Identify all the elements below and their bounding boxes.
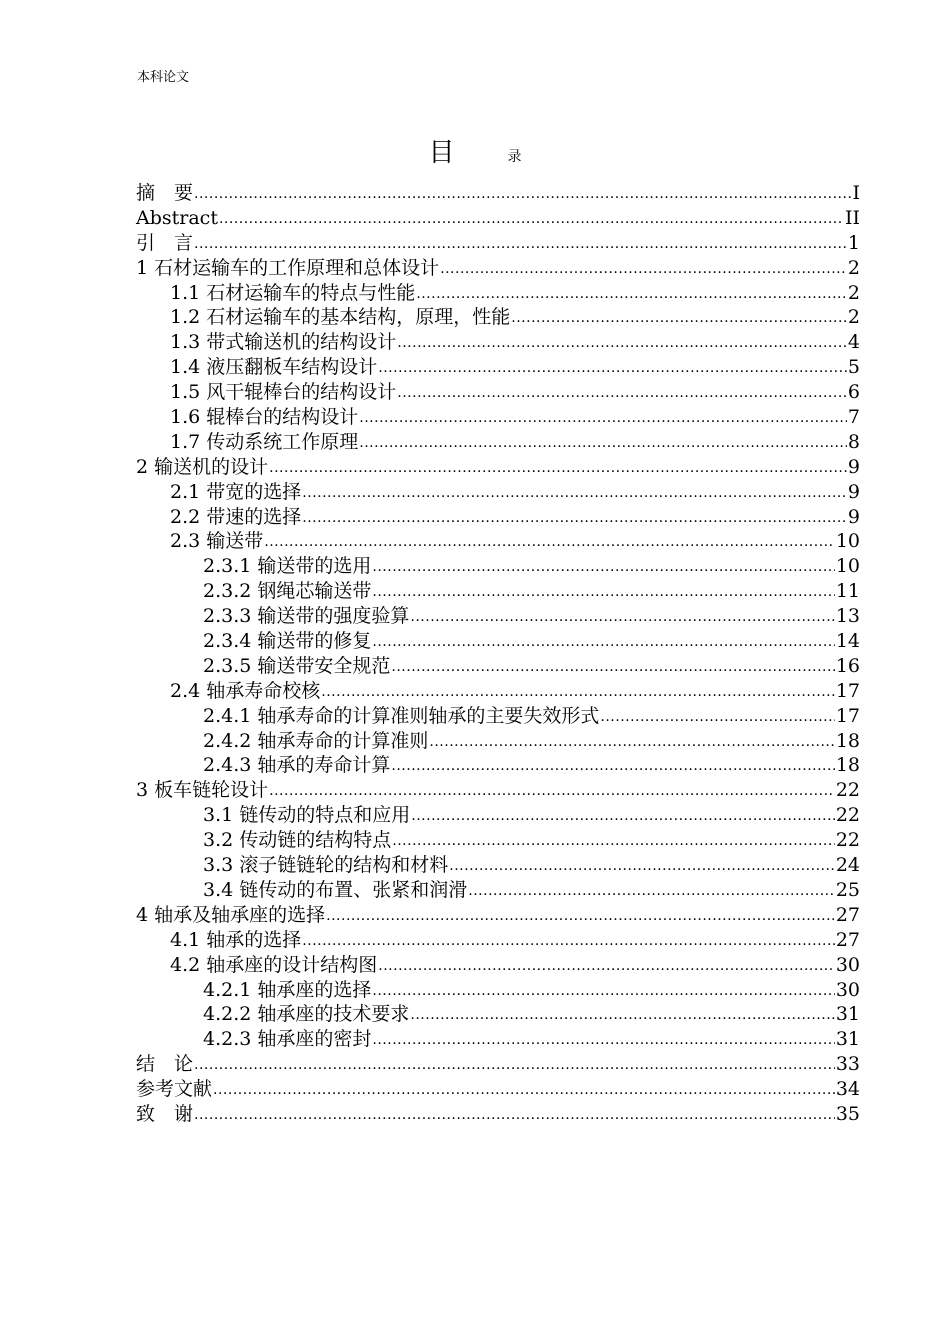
toc-entry-page: 31 xyxy=(835,1028,860,1051)
toc-leader-dots xyxy=(302,927,835,954)
toc-entry-page: 27 xyxy=(835,903,860,926)
toc-entry-label: 3 板车链轮设计 xyxy=(136,779,269,802)
toc-leader-dots xyxy=(359,404,847,431)
toc-entry-label: 引 言 xyxy=(136,231,194,254)
toc-entry[interactable] xyxy=(136,903,860,928)
toc-entry-label: 4 轴承及轴承座的选择 xyxy=(136,903,326,926)
toc-leader-dots xyxy=(321,678,835,705)
toc-entry[interactable] xyxy=(136,480,860,505)
toc-leader-dots xyxy=(378,354,847,381)
toc-entry-label: 摘 要 xyxy=(136,182,194,204)
toc-leader-dots xyxy=(219,205,844,232)
toc-entry-page: 25 xyxy=(835,878,860,901)
toc-entry-page: 14 xyxy=(835,630,860,653)
toc-entry-page: 9 xyxy=(847,505,860,528)
toc-entry[interactable] xyxy=(136,330,860,355)
toc-entry-page: II xyxy=(844,206,860,229)
toc-leader-dots xyxy=(194,230,847,257)
toc-leader-dots xyxy=(511,304,847,331)
toc-leader-dots xyxy=(372,628,834,655)
toc-entry-page: 9 xyxy=(847,455,860,478)
toc-entry[interactable] xyxy=(136,1002,860,1027)
toc-leader-dots xyxy=(410,603,834,630)
toc-entry-label: 4.1 轴承的选择 xyxy=(170,928,302,951)
toc-entry[interactable] xyxy=(136,181,860,206)
toc-entry-page: 34 xyxy=(835,1078,860,1101)
toc-entry-page: 22 xyxy=(835,779,860,802)
toc-leader-dots xyxy=(372,553,834,580)
toc-entry[interactable] xyxy=(136,1102,860,1127)
toc-entry-label: 1.1 石材运输车的特点与性能 xyxy=(170,281,416,304)
toc-entry-label: 2.4.2 轴承寿命的计算准则 xyxy=(203,729,429,752)
toc-entry-label: 2.4 轴承寿命校核 xyxy=(170,679,321,702)
toc-leader-dots xyxy=(397,329,847,356)
toc-entry[interactable] xyxy=(136,679,860,704)
toc-entry-label: 2.3.5 输送带安全规范 xyxy=(203,654,391,677)
toc-entry[interactable] xyxy=(136,1052,860,1077)
toc-entry-page: 13 xyxy=(835,605,860,628)
toc-leader-dots xyxy=(194,1051,835,1078)
toc-entry-page: 2 xyxy=(847,281,860,304)
toc-leader-dots xyxy=(440,255,847,282)
toc-leader-dots xyxy=(397,379,847,406)
toc-entry-label: 2.3 输送带 xyxy=(170,530,264,553)
toc-leader-dots xyxy=(302,504,847,531)
toc-leader-dots xyxy=(264,528,835,555)
toc-entry[interactable] xyxy=(136,753,860,778)
toc-entry-label: 3.3 滚子链链轮的结构和材料 xyxy=(203,854,449,877)
toc-entry-page: 22 xyxy=(835,829,860,852)
toc-entry-label: 1.3 带式输送机的结构设计 xyxy=(170,331,397,354)
toc-entry-label: 1.4 液压翻板车结构设计 xyxy=(170,356,378,379)
toc-entry-label: 2.3.1 输送带的选用 xyxy=(203,555,372,578)
toc-entry-page: 24 xyxy=(835,854,860,877)
toc-entry-page: 33 xyxy=(835,1053,860,1076)
toc-entry-label: 2.2 带速的选择 xyxy=(170,505,302,528)
toc-entry-label: 结 论 xyxy=(136,1053,194,1076)
toc-entry-page: 8 xyxy=(847,430,860,453)
toc-entry[interactable] xyxy=(136,355,860,380)
toc-entry-label: 致 谢 xyxy=(136,1102,194,1125)
toc-leader-dots xyxy=(372,578,834,605)
toc-entry-label: 2.4.1 轴承寿命的计算准则轴承的主要失效形式 xyxy=(203,704,600,727)
toc-leader-dots xyxy=(411,802,835,829)
toc-entry[interactable] xyxy=(136,554,860,579)
toc-leader-dots xyxy=(302,479,847,506)
toc-entry[interactable] xyxy=(136,853,860,878)
toc-entry-label: 2.3.2 钢绳芯输送带 xyxy=(203,580,372,603)
toc-entry[interactable] xyxy=(136,505,860,530)
toc-leader-dots xyxy=(391,653,834,680)
toc-leader-dots xyxy=(416,280,847,307)
toc-entry-page: 7 xyxy=(847,406,860,429)
toc-entry-label: 2.4.3 轴承的寿命计算 xyxy=(203,754,391,777)
table-of-contents xyxy=(136,181,860,1127)
toc-entry[interactable] xyxy=(136,629,860,654)
toc-entry-page: 17 xyxy=(835,704,860,727)
toc-entry-page: 10 xyxy=(835,530,860,553)
toc-entry-page: 16 xyxy=(835,654,860,677)
toc-title-main: 目 xyxy=(428,138,455,168)
toc-entry[interactable] xyxy=(136,281,860,306)
toc-entry-label: Abstract xyxy=(136,206,218,229)
toc-entry-label: 3.4 链传动的布置、张紧和润滑 xyxy=(203,878,468,901)
toc-leader-dots xyxy=(372,1026,834,1053)
toc-entry-page: 5 xyxy=(847,356,860,379)
toc-entry-label: 4.2.2 轴承座的技术要求 xyxy=(203,1003,410,1026)
toc-entry-page: 4 xyxy=(847,331,860,354)
toc-entry[interactable] xyxy=(136,604,860,629)
toc-entry-label: 4.2.1 轴承座的选择 xyxy=(203,978,372,1001)
toc-leader-dots xyxy=(372,977,834,1004)
toc-entry[interactable] xyxy=(136,1027,860,1052)
toc-leader-dots xyxy=(269,454,847,481)
toc-entry-label: 参考文献 xyxy=(136,1078,213,1101)
toc-entry[interactable] xyxy=(136,405,860,430)
toc-entry-label: 4.2.3 轴承座的密封 xyxy=(203,1028,372,1051)
toc-entry-page: 30 xyxy=(835,953,860,976)
toc-entry-label: 3.2 传动链的结构特点 xyxy=(203,829,392,852)
toc-entry[interactable] xyxy=(136,579,860,604)
toc-entry[interactable] xyxy=(136,430,860,455)
toc-entry-page: 27 xyxy=(835,928,860,951)
toc-entry-label: 3.1 链传动的特点和应用 xyxy=(203,804,411,827)
toc-entry[interactable] xyxy=(136,256,860,281)
toc-entry[interactable] xyxy=(136,953,860,978)
toc-entry[interactable] xyxy=(136,231,860,256)
toc-entry[interactable] xyxy=(136,206,860,231)
toc-leader-dots xyxy=(194,180,851,207)
toc-leader-dots xyxy=(410,1001,834,1028)
toc-entry-page: 35 xyxy=(835,1102,860,1125)
toc-entry[interactable] xyxy=(136,529,860,554)
toc-entry-label: 2.3.3 输送带的强度验算 xyxy=(203,605,410,628)
toc-entry-label: 2.1 带宽的选择 xyxy=(170,480,302,503)
toc-entry[interactable] xyxy=(136,978,860,1003)
toc-leader-dots xyxy=(449,852,835,879)
toc-entry-page: 2 xyxy=(847,256,860,279)
toc-title-suffix: 录 xyxy=(507,149,522,165)
toc-entry-label: 2 输送机的设计 xyxy=(136,455,269,478)
toc-leader-dots xyxy=(429,728,834,755)
toc-leader-dots xyxy=(600,703,834,730)
toc-entry[interactable] xyxy=(136,828,860,853)
toc-entry[interactable] xyxy=(136,455,860,480)
toc-entry-page: 22 xyxy=(835,804,860,827)
toc-entry-label: 1.2 石材运输车的基本结构，原理，性能 xyxy=(170,306,511,329)
toc-entry-page: 10 xyxy=(835,555,860,578)
toc-entry-label: 1 石材运输车的工作原理和总体设计 xyxy=(136,256,440,279)
toc-entry[interactable] xyxy=(136,778,860,803)
toc-entry[interactable] xyxy=(136,729,860,754)
toc-entry[interactable] xyxy=(136,928,860,953)
toc-entry[interactable] xyxy=(136,305,860,330)
toc-leader-dots xyxy=(392,827,835,854)
toc-entry[interactable] xyxy=(136,1077,860,1102)
toc-entry-page: 30 xyxy=(835,978,860,1001)
toc-leader-dots xyxy=(326,902,835,929)
toc-entry[interactable] xyxy=(136,654,860,679)
toc-entry-page: I xyxy=(852,182,860,204)
toc-entry[interactable] xyxy=(136,803,860,828)
toc-entry-page: 6 xyxy=(847,381,860,404)
toc-entry-page: 18 xyxy=(835,729,860,752)
toc-entry-page: 11 xyxy=(835,580,860,603)
toc-entry-label: 4.2 轴承座的设计结构图 xyxy=(170,953,378,976)
toc-entry-page: 1 xyxy=(847,231,860,254)
toc-entry-label: 1.6 辊棒台的结构设计 xyxy=(170,406,359,429)
toc-entry-page: 31 xyxy=(835,1003,860,1026)
toc-entry-label: 1.7 传动系统工作原理 xyxy=(170,430,359,453)
toc-leader-dots xyxy=(378,952,835,979)
page-header: 本科论文 xyxy=(137,70,190,85)
toc-leader-dots xyxy=(391,752,834,779)
toc-leader-dots xyxy=(468,877,835,904)
toc-entry-label: 1.5 风干辊棒台的结构设计 xyxy=(170,381,397,404)
toc-entry[interactable] xyxy=(136,704,860,729)
toc-entry[interactable] xyxy=(136,878,860,903)
toc-leader-dots xyxy=(213,1076,835,1103)
toc-leader-dots xyxy=(194,1101,835,1128)
toc-entry[interactable] xyxy=(136,380,860,405)
toc-entry-label: 2.3.4 输送带的修复 xyxy=(203,630,372,653)
toc-entry-page: 18 xyxy=(835,754,860,777)
toc-entry-page: 9 xyxy=(847,480,860,503)
toc-leader-dots xyxy=(269,777,835,804)
toc-entry-page: 2 xyxy=(847,306,860,329)
toc-entry-page: 17 xyxy=(835,679,860,702)
toc-title xyxy=(0,132,950,169)
toc-leader-dots xyxy=(359,429,847,456)
